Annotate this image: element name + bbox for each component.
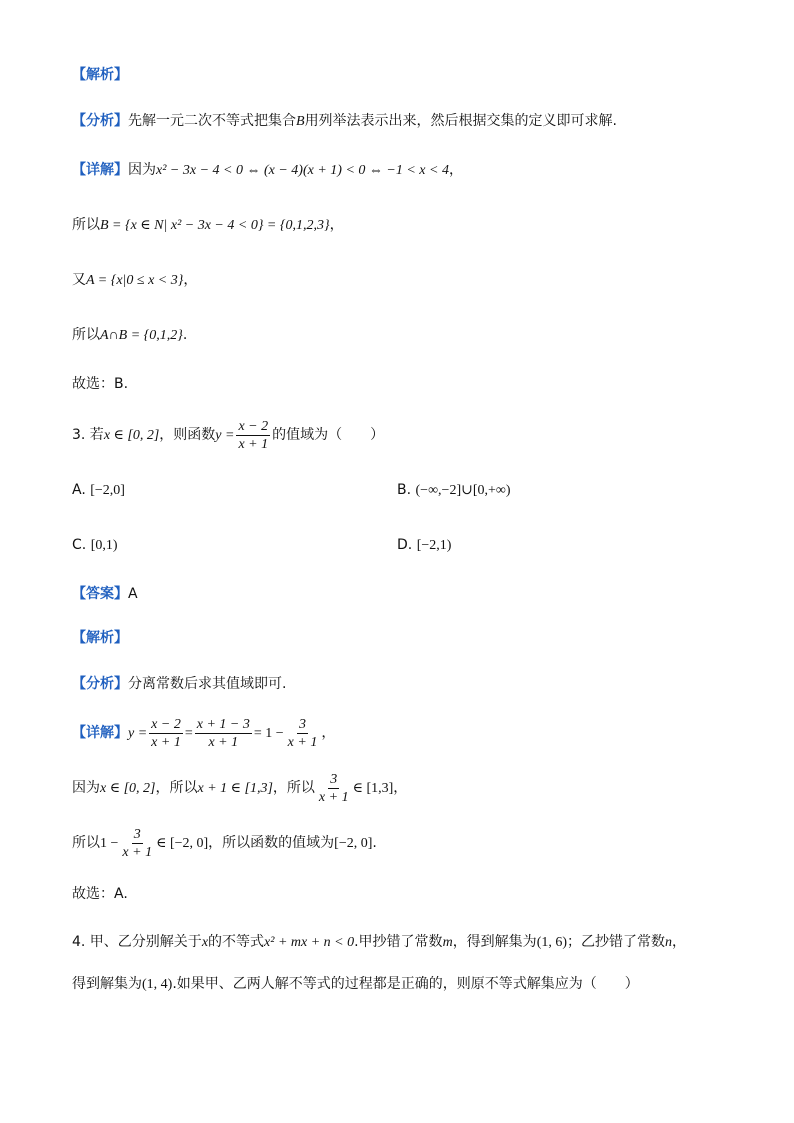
detail3-tail: ， — [321, 725, 336, 741]
analysis-line — [72, 111, 754, 132]
choice-line-1: 故选：B. — [72, 376, 129, 392]
analysis-text-3: 分离常数后求其值域即可. — [128, 676, 287, 692]
option-c-label: C. — [72, 537, 87, 553]
range-m3: ∈ [1,3] — [352, 781, 394, 796]
result-t1: ，所以函数的值域为 — [208, 835, 335, 851]
analysis-tag: 【分析】 — [72, 113, 128, 129]
range-m2: x + 1 ∈ [1,3] — [197, 781, 273, 796]
option-c-value: [0,1) — [90, 538, 118, 553]
q4-b: 的不等式 — [208, 934, 265, 950]
detail3-fraction-3 — [286, 716, 320, 751]
detail-tail: ， — [448, 162, 463, 178]
option-d[interactable] — [397, 535, 451, 556]
range-lead: 因为 — [72, 780, 100, 796]
q4-l2-a: 得到解集为 — [72, 976, 142, 992]
q3-func-denominator: x + 1 — [238, 436, 269, 452]
question-4-line-2 — [72, 974, 754, 995]
detail3-f1-den: x + 1 — [151, 734, 181, 750]
analysis-text: 先解一元二次不等式把集合 — [128, 113, 296, 129]
detail3-eq1: = — [184, 726, 193, 741]
set-b-tail: ， — [329, 217, 344, 233]
option-d-label: D. — [397, 537, 413, 553]
option-b[interactable] — [397, 480, 511, 501]
q4-e: ；乙抄错了常数 — [567, 934, 666, 950]
range-f-num: 3 — [330, 771, 338, 787]
q3-suffix: 的值域为（ ） — [272, 427, 385, 443]
option-c[interactable] — [72, 535, 118, 556]
result-tail: . — [372, 835, 377, 851]
result-f-den: x + 1 — [122, 844, 153, 860]
option-a-value: [−2,0] — [90, 483, 125, 498]
q4-ineq: x² + mx + n < 0 — [264, 935, 355, 950]
set-a-line — [72, 270, 754, 291]
detail-lead: 因为 — [128, 162, 156, 178]
range-fraction — [317, 771, 351, 806]
section-analysis-heading: 【解析】 — [72, 67, 128, 83]
result-f-num: 3 — [133, 826, 141, 842]
result-fraction — [120, 826, 154, 861]
q3-condition: x ∈ [0, 2] — [103, 428, 160, 443]
detail3-f2-num: x + 1 − 3 — [196, 716, 250, 732]
q4-a: 4. 甲、乙分别解关于 — [72, 934, 202, 950]
detail3-fraction-1 — [149, 716, 183, 751]
q3-func-fraction — [236, 418, 270, 453]
detail3-f3-num: 3 — [298, 716, 306, 732]
analysis-text-2: 用列举法表示出来，然后根据交集的定义即可求解. — [304, 113, 618, 129]
answer-line-3 — [72, 584, 754, 604]
q4-m: m — [442, 935, 453, 950]
range-line — [72, 768, 754, 809]
q4-l2-b: .如果甲、乙两人解不等式的过程都是正确的，则原不等式解集应为（ ） — [172, 976, 639, 992]
detail3-fraction-2 — [195, 716, 252, 751]
result-m1: 1 − — [100, 836, 119, 851]
range-f-den: x + 1 — [318, 789, 349, 805]
choice-line-3: 故选：A. — [72, 886, 128, 902]
analysis-var: B — [296, 114, 305, 129]
answer-value: A — [128, 586, 138, 602]
detail3-f1-num: x − 2 — [151, 716, 181, 732]
option-d-value: [−2,1) — [416, 538, 452, 553]
section-analysis-heading-3: 【解析】 — [72, 630, 128, 646]
range-m1: x ∈ [0, 2] — [100, 781, 156, 796]
set-a-tail: ， — [183, 272, 198, 288]
detail3-eq2: = 1 − — [253, 726, 284, 741]
detail3-y: y = — [128, 726, 148, 741]
set-a-lead: 又 — [72, 272, 86, 288]
option-a[interactable] — [72, 480, 125, 501]
option-a-label: A. — [72, 482, 86, 498]
detail-math: x² − 3x − 4 < 0 ⇔ (x − 4)(x + 1) < 0 ⇔ −1 < x < 4 — [156, 163, 449, 178]
intersection-math: A∩B = {0,1,2} — [100, 328, 183, 343]
detail-tag: 【详解】 — [72, 162, 128, 178]
question-4-line-1 — [72, 932, 754, 953]
intersection-lead: 所以 — [72, 327, 100, 343]
detail-line-3 — [72, 713, 754, 754]
q4-f: ， — [672, 934, 687, 950]
q3-prefix: 3. 若 — [72, 427, 104, 443]
q4-d: ，得到解集为 — [452, 934, 537, 950]
set-b-line — [72, 215, 754, 236]
set-b-lead: 所以 — [72, 217, 100, 233]
result-line — [72, 823, 754, 864]
range-t1: ，所以 — [155, 780, 198, 796]
q4-n: n — [665, 935, 673, 950]
detail3-f3-den: x + 1 — [287, 734, 318, 750]
intersection-tail: . — [182, 327, 188, 343]
analysis-tag-3: 【分析】 — [72, 676, 128, 692]
result-lead: 所以 — [72, 835, 100, 851]
result-m3: [−2, 0] — [334, 836, 373, 851]
detail-line-1 — [72, 160, 754, 181]
q3-func-y: y = — [215, 428, 235, 443]
q3-mid: ，则函数 — [159, 427, 216, 443]
question-3-stem — [72, 416, 754, 455]
intersection-line — [72, 325, 754, 346]
range-tail: ， — [393, 780, 408, 796]
q4-l2-set: (1, 4) — [142, 977, 173, 992]
result-m2: ∈ [−2, 0] — [156, 836, 209, 851]
detail3-f2-den: x + 1 — [208, 734, 239, 750]
answer-tag: 【答案】 — [72, 586, 128, 602]
analysis-line-3 — [72, 674, 754, 694]
set-a-math: A = {x|0 ≤ x < 3} — [86, 273, 184, 288]
q4-set1: (1, 6) — [536, 935, 568, 950]
q3-func-numerator: x − 2 — [238, 418, 269, 434]
detail-tag-3: 【详解】 — [72, 725, 128, 741]
option-b-label: B. — [397, 482, 412, 498]
option-b-value: (−∞,−2]∪[0,+∞) — [415, 483, 511, 498]
q4-c: .甲抄错了常数 — [354, 934, 443, 950]
q4-x: x — [201, 935, 209, 950]
range-t2: ，所以 — [272, 780, 315, 796]
set-b-math: B = {x ∈ N| x² − 3x − 4 < 0} = {0,1,2,3} — [100, 218, 330, 233]
